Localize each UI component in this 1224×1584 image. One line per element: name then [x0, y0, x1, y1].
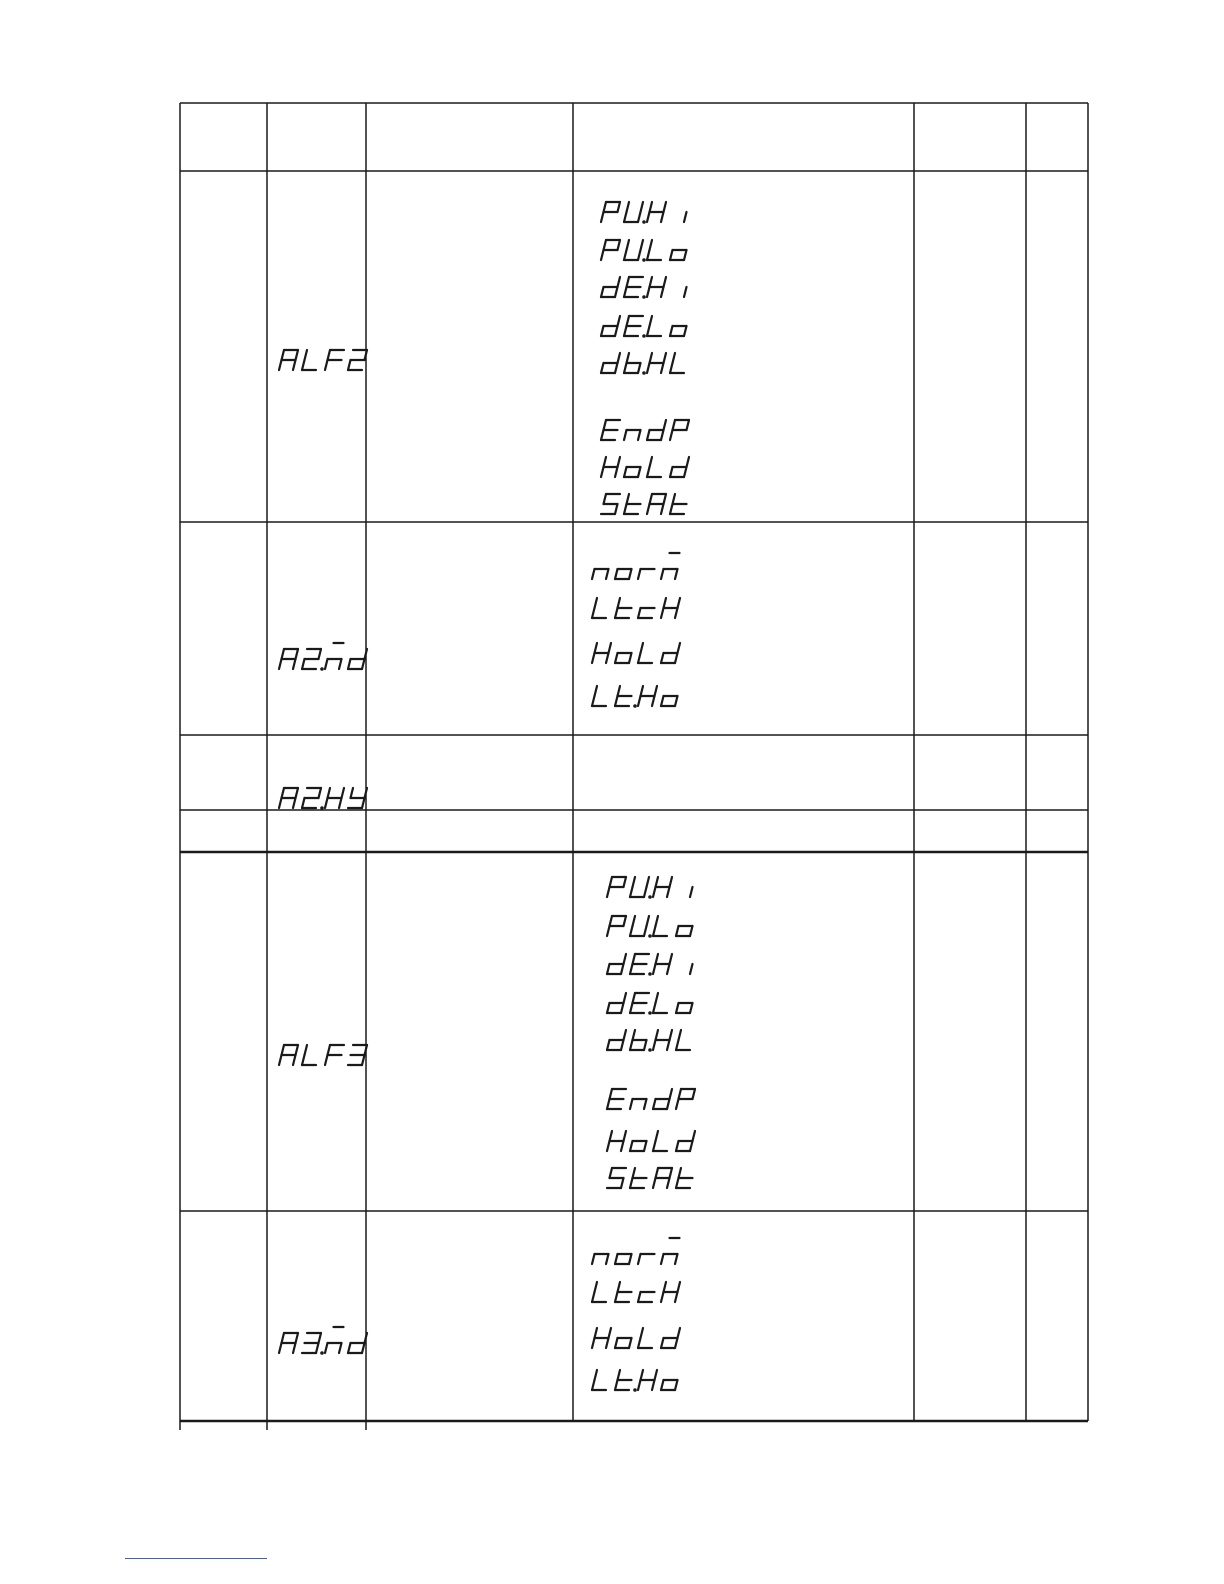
- option-code: [601, 202, 687, 224]
- option-code: [592, 1238, 680, 1264]
- option-code: [592, 686, 678, 708]
- option-code: [601, 240, 687, 262]
- option-code: [601, 420, 689, 440]
- parameter-code-alf3: [279, 1045, 367, 1065]
- option-code: [607, 1030, 690, 1052]
- option-code: [607, 954, 693, 976]
- option-code: [601, 277, 687, 299]
- table-grid: [180, 103, 1088, 1430]
- option-code: [601, 457, 689, 477]
- option-code: [592, 643, 680, 663]
- option-code: [592, 1370, 678, 1392]
- option-code: [607, 877, 693, 899]
- option-code: [601, 316, 687, 338]
- parameter-code-alf2: [279, 350, 367, 370]
- option-code: [607, 1168, 693, 1188]
- parameter-code-a3md: [279, 1327, 367, 1355]
- option-code: [601, 494, 687, 514]
- table-cells: [279, 202, 695, 1392]
- footnote-rule: [125, 1558, 267, 1559]
- option-code: [592, 1328, 680, 1348]
- option-code: [592, 598, 680, 618]
- option-code: [601, 353, 684, 375]
- option-code: [607, 993, 693, 1015]
- option-code: [592, 1282, 680, 1302]
- option-code: [607, 1131, 695, 1151]
- parameter-code-a2md: [279, 643, 367, 671]
- parameter-code-a2hy: [279, 788, 367, 810]
- option-code: [592, 553, 680, 579]
- option-code: [607, 916, 693, 938]
- option-code: [607, 1089, 695, 1109]
